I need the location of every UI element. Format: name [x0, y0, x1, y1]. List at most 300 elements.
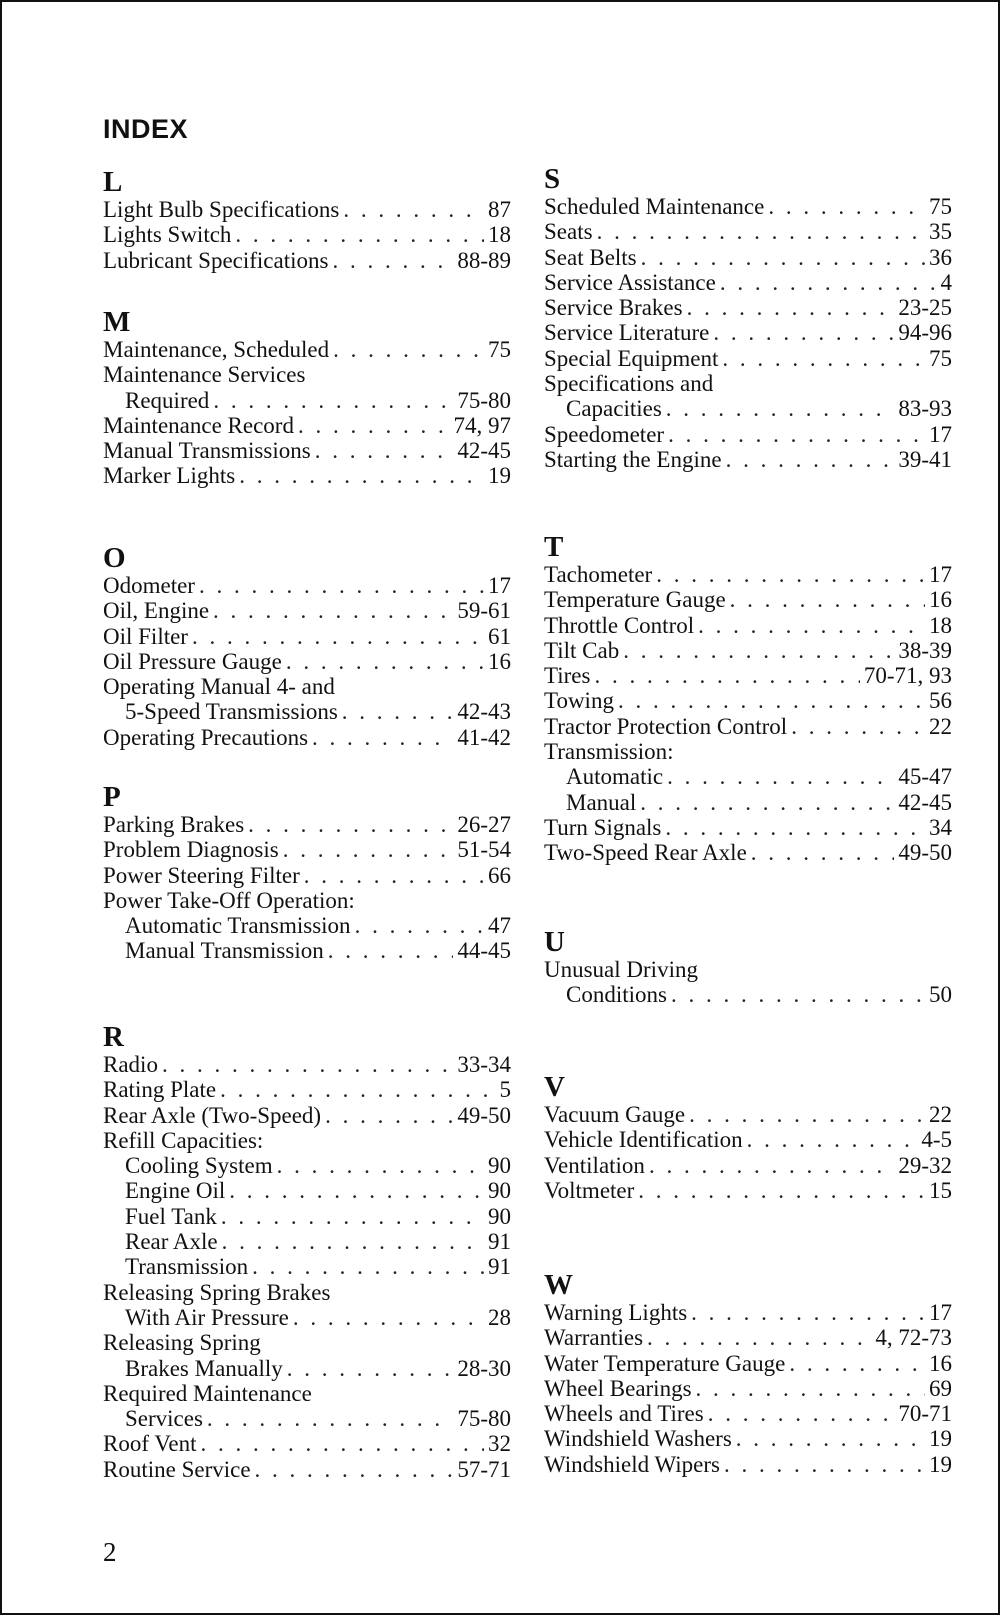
- index-section-r: [103, 1022, 511, 1482]
- entry-label: Windshield Wipers: [544, 1451, 720, 1477]
- entry-label: Operating Manual 4- and: [103, 674, 335, 700]
- entry-label: Two-Speed Rear Axle: [544, 840, 747, 866]
- entry-page-ref: 22: [929, 1102, 952, 1127]
- index-entry: [544, 1351, 952, 1376]
- entry-page-ref: 42-45: [898, 789, 952, 815]
- index-entry: [103, 1204, 511, 1229]
- entry-label: Automatic Transmission: [125, 913, 351, 939]
- entry-label: Transmission:: [544, 739, 674, 765]
- entry-label: Seat Belts: [544, 244, 637, 270]
- entry-label: Rating Plate: [103, 1077, 217, 1103]
- entry-label: Rear Axle: [125, 1229, 218, 1255]
- entry-page-ref: 23-25: [898, 295, 952, 321]
- index-entry: [103, 812, 511, 837]
- index-entry: [103, 1103, 511, 1128]
- entry-label: Temperature Gauge: [544, 587, 726, 613]
- dot-leader: [730, 587, 925, 612]
- index-entry: [544, 562, 952, 587]
- index-entry: [544, 346, 952, 371]
- index-entry: [103, 1381, 511, 1406]
- dot-leader: [239, 463, 484, 488]
- entry-label: Manual Transmission: [125, 938, 324, 964]
- entry-page-ref: 91: [488, 1229, 511, 1255]
- index-entry: [103, 1077, 511, 1102]
- entry-label: Required Maintenance: [103, 1380, 312, 1406]
- entry-label: Throttle Control: [544, 612, 695, 638]
- entry-label: Warning Lights: [544, 1300, 688, 1325]
- index-entry: [103, 362, 511, 387]
- entry-page-ref: 33-34: [457, 1052, 511, 1077]
- dot-leader: [162, 1052, 453, 1077]
- entry-page-ref: 4, 72-73: [875, 1325, 952, 1351]
- entry-page-ref: 16: [488, 648, 511, 674]
- index-entry: [544, 1325, 952, 1350]
- dot-leader: [722, 346, 925, 371]
- entry-label: Services: [125, 1406, 203, 1432]
- index-section-p: [103, 782, 511, 964]
- entry-label: Tires: [544, 663, 591, 689]
- entry-label: Tractor Protection Control: [544, 713, 788, 739]
- entry-page-ref: 16: [929, 587, 952, 613]
- index-entry: [544, 790, 952, 815]
- entry-label: Parking Brakes: [103, 812, 245, 837]
- dot-leader: [221, 1204, 484, 1229]
- dot-leader: [691, 1300, 925, 1325]
- entry-label: Tilt Cab: [544, 637, 620, 663]
- entry-page-ref: 66: [488, 862, 511, 888]
- entry-label: Unusual Driving: [544, 957, 698, 982]
- entry-label: Tachometer: [544, 562, 653, 587]
- dot-leader: [293, 1305, 484, 1330]
- entry-label: Maintenance Services: [103, 362, 306, 388]
- dot-leader: [789, 1351, 925, 1376]
- dot-leader: [656, 562, 925, 587]
- entry-page-ref: 16: [929, 1350, 952, 1376]
- index-entry: [103, 699, 511, 724]
- index-entry: [544, 371, 952, 396]
- index-entry: [544, 447, 952, 472]
- entry-page-ref: 28-30: [457, 1355, 511, 1381]
- entry-label: Capacities: [566, 396, 662, 422]
- entry-label: Specifications and: [544, 371, 714, 397]
- entry-page-ref: 18: [488, 222, 511, 248]
- index-entry: [103, 388, 511, 413]
- entry-page-ref: 51-54: [457, 837, 511, 863]
- entry-label: Vacuum Gauge: [544, 1102, 686, 1127]
- dot-leader: [328, 938, 454, 963]
- index-entry: [544, 1102, 952, 1127]
- index-entry: [103, 1128, 511, 1153]
- index-entry: [544, 688, 952, 713]
- entry-label: Lights Switch: [103, 222, 232, 248]
- entry-page-ref: 28: [488, 1304, 511, 1330]
- index-entry: [103, 1406, 511, 1431]
- entry-label: Problem Diagnosis: [103, 837, 279, 863]
- entry-label: Required: [125, 387, 210, 413]
- index-entry: [544, 1452, 952, 1477]
- entry-label: Brakes Manually: [125, 1355, 283, 1381]
- entry-page-ref: 90: [488, 1153, 511, 1179]
- entry-page-ref: 83-93: [898, 396, 952, 422]
- dot-leader: [304, 863, 484, 888]
- index-entry: [103, 573, 511, 598]
- dot-leader: [207, 1406, 453, 1431]
- entry-label: Fuel Tank: [125, 1203, 217, 1229]
- entry-label: Automatic: [566, 764, 664, 790]
- entry-page-ref: 69: [929, 1375, 952, 1401]
- index-entry: [544, 957, 952, 982]
- dot-leader: [597, 219, 925, 244]
- dot-leader: [671, 982, 925, 1007]
- entry-page-ref: 91: [488, 1254, 511, 1280]
- entry-page-ref: 42-45: [457, 438, 511, 464]
- entry-label: 5-Speed Transmissions: [125, 699, 338, 725]
- entry-page-ref: 70-71, 93: [863, 663, 952, 689]
- dot-leader: [248, 812, 453, 837]
- dot-leader: [298, 413, 450, 438]
- entry-label: Conditions: [566, 982, 667, 1008]
- entry-page-ref: 61: [488, 623, 511, 649]
- index-entry: [544, 1127, 952, 1152]
- dot-leader: [255, 1457, 454, 1482]
- index-entry: [103, 837, 511, 862]
- entry-page-ref: 41-42: [457, 724, 511, 750]
- entry-page-ref: 5: [499, 1077, 511, 1103]
- index-entry: [103, 197, 511, 222]
- entry-label: Wheels and Tires: [544, 1401, 704, 1427]
- entry-page-ref: 56: [929, 688, 952, 714]
- index-entry: [103, 1254, 511, 1279]
- dot-leader: [726, 447, 895, 472]
- index-entry: [544, 587, 952, 612]
- entry-page-ref: 49-50: [898, 840, 952, 866]
- entry-label: Seats: [544, 219, 593, 245]
- index-entry: [103, 725, 511, 750]
- index-entry: [103, 674, 511, 699]
- entry-label: Service Literature: [544, 320, 710, 346]
- entry-page-ref: 17: [929, 562, 952, 587]
- dot-leader: [213, 388, 453, 413]
- index-entry: [103, 1178, 511, 1203]
- entry-label: Maintenance, Scheduled: [103, 337, 330, 362]
- entry-page-ref: 4: [940, 269, 952, 295]
- index-entry: [103, 438, 511, 463]
- index-entry: [544, 1178, 952, 1203]
- entry-page-ref: 75: [929, 345, 952, 371]
- dot-leader: [647, 1325, 871, 1350]
- dot-leader: [342, 699, 454, 724]
- dot-leader: [220, 1077, 495, 1102]
- dot-leader: [667, 764, 894, 789]
- dot-leader: [689, 1102, 925, 1127]
- index-entry: [103, 1153, 511, 1178]
- entry-label: Manual: [566, 789, 637, 815]
- entry-label: Maintenance Record: [103, 412, 294, 438]
- index-section-w: [544, 1270, 952, 1477]
- entry-label: Ventilation: [544, 1152, 645, 1178]
- entry-label: Power Steering Filter: [103, 862, 300, 888]
- dot-leader: [277, 1153, 484, 1178]
- entry-page-ref: 15: [929, 1177, 952, 1203]
- dot-leader: [736, 1426, 925, 1451]
- dot-leader: [768, 194, 925, 219]
- entry-label: Starting the Engine: [544, 446, 722, 472]
- dot-leader: [665, 815, 925, 840]
- dot-leader: [747, 1127, 918, 1152]
- index-entry: [544, 422, 952, 447]
- index-section-t: [544, 532, 952, 866]
- dot-leader: [720, 270, 937, 295]
- entry-page-ref: 29-32: [898, 1152, 952, 1178]
- entry-label: Cooling System: [125, 1153, 273, 1179]
- entry-page-ref: 70-71: [898, 1401, 952, 1427]
- index-entry: [544, 295, 952, 320]
- entry-label: Voltmeter: [544, 1177, 635, 1203]
- dot-leader: [355, 913, 484, 938]
- index-entry: [544, 1153, 952, 1178]
- dot-leader: [201, 1431, 485, 1456]
- entry-page-ref: 44-45: [457, 938, 511, 964]
- index-entry: [544, 320, 952, 345]
- entry-label: Scheduled Maintenance: [544, 194, 765, 219]
- index-entry: [544, 1426, 952, 1451]
- entry-page-ref: 47: [488, 913, 511, 939]
- entry-label: Transmission: [125, 1254, 249, 1280]
- index-entry: [103, 1305, 511, 1330]
- dot-leader: [283, 837, 454, 862]
- entry-page-ref: 87: [488, 197, 511, 222]
- dot-leader: [791, 714, 925, 739]
- entry-page-ref: 17: [488, 573, 511, 598]
- entry-label: Lubricant Specifications: [103, 247, 329, 273]
- entry-page-ref: 88-89: [457, 247, 511, 273]
- entry-page-ref: 59-61: [457, 598, 511, 624]
- entry-label: Releasing Spring Brakes: [103, 1279, 331, 1305]
- entry-page-ref: 18: [929, 612, 952, 638]
- index-entry: [103, 463, 511, 488]
- dot-leader: [594, 663, 859, 688]
- section-letter: W: [544, 1269, 573, 1301]
- index-entry: [544, 194, 952, 219]
- index-entry: [103, 413, 511, 438]
- index-entry: [103, 888, 511, 913]
- entry-label: Wheel Bearings: [544, 1375, 692, 1401]
- entry-page-ref: 42-43: [457, 699, 511, 725]
- entry-page-ref: 35: [929, 219, 952, 245]
- index-entry: [544, 714, 952, 739]
- dot-leader: [199, 573, 484, 598]
- entry-page-ref: 45-47: [898, 764, 952, 790]
- entry-label: Speedometer: [544, 421, 665, 447]
- section-letter: R: [103, 1021, 124, 1053]
- entry-page-ref: 32: [488, 1431, 511, 1457]
- index-entry: [103, 913, 511, 938]
- dot-leader: [287, 1356, 454, 1381]
- section-letter: M: [103, 306, 131, 338]
- dot-leader: [229, 1178, 484, 1203]
- entry-page-ref: 50: [929, 982, 952, 1008]
- index-entry: [544, 982, 952, 1007]
- index-entry: [544, 739, 952, 764]
- section-letter: L: [103, 166, 123, 198]
- index-entry: [103, 649, 511, 674]
- index-section-l: [103, 167, 511, 273]
- entry-page-ref: 26-27: [457, 812, 511, 837]
- dot-leader: [687, 295, 895, 320]
- index-entry: [544, 219, 952, 244]
- entry-label: With Air Pressure: [125, 1304, 289, 1330]
- index-entry: [103, 1280, 511, 1305]
- entry-label: Oil Filter: [103, 623, 188, 649]
- index-entry: [103, 624, 511, 649]
- entry-page-ref: 19: [929, 1451, 952, 1477]
- entry-label: Oil, Engine: [103, 598, 210, 624]
- index-entry: [103, 248, 511, 273]
- index-entry: [103, 1052, 511, 1077]
- entry-label: Marker Lights: [103, 463, 236, 489]
- entry-label: Manual Transmissions: [103, 438, 311, 464]
- entry-page-ref: 49-50: [457, 1102, 511, 1128]
- dot-leader: [713, 320, 894, 345]
- index-entry: [544, 1376, 952, 1401]
- page-number: 2: [103, 1537, 117, 1567]
- index-section-o: [103, 543, 511, 750]
- section-letter: T: [544, 531, 564, 563]
- index-entry: [103, 1229, 511, 1254]
- entry-label: Operating Precautions: [103, 724, 309, 750]
- entry-page-ref: 22: [929, 713, 952, 739]
- index-entry: [103, 598, 511, 623]
- index-entry: [103, 1356, 511, 1381]
- entry-page-ref: 74, 97: [453, 412, 511, 438]
- entry-page-ref: 17: [929, 421, 952, 447]
- entry-label: Warranties: [544, 1325, 644, 1351]
- dot-leader: [696, 1376, 925, 1401]
- dot-leader: [235, 222, 484, 247]
- dot-leader: [325, 1103, 453, 1128]
- entry-page-ref: 19: [488, 463, 511, 489]
- index-entry: [544, 764, 952, 789]
- dot-leader: [623, 638, 894, 663]
- entry-label: Roof Vent: [103, 1431, 197, 1457]
- dot-leader: [618, 688, 925, 713]
- entry-page-ref: 75-80: [457, 387, 511, 413]
- index-entry: [544, 1401, 952, 1426]
- dot-leader: [668, 422, 925, 447]
- index-entry: [544, 815, 952, 840]
- dot-leader: [192, 624, 484, 649]
- entry-page-ref: 75: [929, 194, 952, 219]
- entry-label: Special Equipment: [544, 345, 719, 371]
- dot-leader: [666, 396, 895, 421]
- entry-page-ref: 4-5: [921, 1127, 952, 1153]
- entry-label: Rear Axle (Two-Speed): [103, 1102, 322, 1128]
- entry-label: Refill Capacities:: [103, 1127, 264, 1153]
- section-letter: U: [544, 926, 565, 958]
- entry-page-ref: 36: [929, 244, 952, 270]
- entry-label: Service Brakes: [544, 295, 683, 321]
- dot-leader: [333, 337, 484, 362]
- index-entry: [103, 1330, 511, 1355]
- entry-label: Turn Signals: [544, 814, 662, 840]
- dot-leader: [638, 1178, 925, 1203]
- entry-page-ref: 94-96: [898, 320, 952, 346]
- section-letter: V: [544, 1071, 565, 1103]
- entry-label: Water Temperature Gauge: [544, 1350, 786, 1376]
- index-entry: [544, 1300, 952, 1325]
- dot-leader: [708, 1401, 895, 1426]
- index-entry: [544, 245, 952, 270]
- index-entry: [544, 270, 952, 295]
- dot-leader: [252, 1254, 484, 1279]
- entry-page-ref: 57-71: [457, 1456, 511, 1482]
- dot-leader: [315, 438, 454, 463]
- dot-leader: [649, 1153, 894, 1178]
- dot-leader: [312, 725, 453, 750]
- dot-leader: [343, 197, 484, 222]
- entry-page-ref: 75-80: [457, 1406, 511, 1432]
- dot-leader: [286, 649, 484, 674]
- dot-leader: [724, 1452, 925, 1477]
- entry-label: Service Assistance: [544, 269, 716, 295]
- index-entry: [544, 613, 952, 638]
- dot-leader: [213, 598, 453, 623]
- entry-label: Power Take-Off Operation:: [103, 887, 355, 913]
- entry-label: Releasing Spring: [103, 1330, 261, 1356]
- entry-page-ref: 19: [929, 1426, 952, 1452]
- entry-label: Odometer: [103, 573, 195, 598]
- dot-leader: [222, 1229, 484, 1254]
- index-entry: [103, 337, 511, 362]
- section-letter: O: [103, 542, 126, 574]
- entry-label: Towing: [544, 688, 614, 714]
- entry-label: Routine Service: [103, 1456, 251, 1482]
- page-title: INDEX: [103, 114, 189, 144]
- index-entry: [103, 863, 511, 888]
- entry-label: Radio: [103, 1052, 158, 1077]
- entry-label: Windshield Washers: [544, 1426, 732, 1452]
- section-letter: S: [544, 163, 561, 195]
- dot-leader: [698, 613, 925, 638]
- index-entry: [103, 1431, 511, 1456]
- index-entry: [103, 938, 511, 963]
- entry-page-ref: 17: [929, 1300, 952, 1325]
- index-section-v: [544, 1072, 952, 1203]
- index-section-u: [544, 927, 952, 1008]
- dot-leader: [332, 248, 453, 273]
- index-entry: [544, 638, 952, 663]
- entry-page-ref: 75: [488, 337, 511, 362]
- entry-page-ref: 38-39: [898, 637, 952, 663]
- index-entry: [544, 663, 952, 688]
- index-entry: [103, 222, 511, 247]
- entry-page-ref: 34: [929, 814, 952, 840]
- index-entry: [544, 396, 952, 421]
- entry-page-ref: 39-41: [898, 446, 952, 472]
- section-letter: P: [103, 781, 121, 813]
- index-section-m: [103, 307, 511, 489]
- index-section-s: [544, 164, 952, 472]
- entry-label: Oil Pressure Gauge: [103, 648, 282, 674]
- entry-label: Light Bulb Specifications: [103, 197, 340, 222]
- entry-page-ref: 90: [488, 1203, 511, 1229]
- index-entry: [103, 1457, 511, 1482]
- index-entry: [544, 840, 952, 865]
- dot-leader: [641, 245, 925, 270]
- entry-label: Vehicle Identification: [544, 1127, 743, 1153]
- entry-label: Engine Oil: [125, 1178, 226, 1204]
- dot-leader: [751, 840, 895, 865]
